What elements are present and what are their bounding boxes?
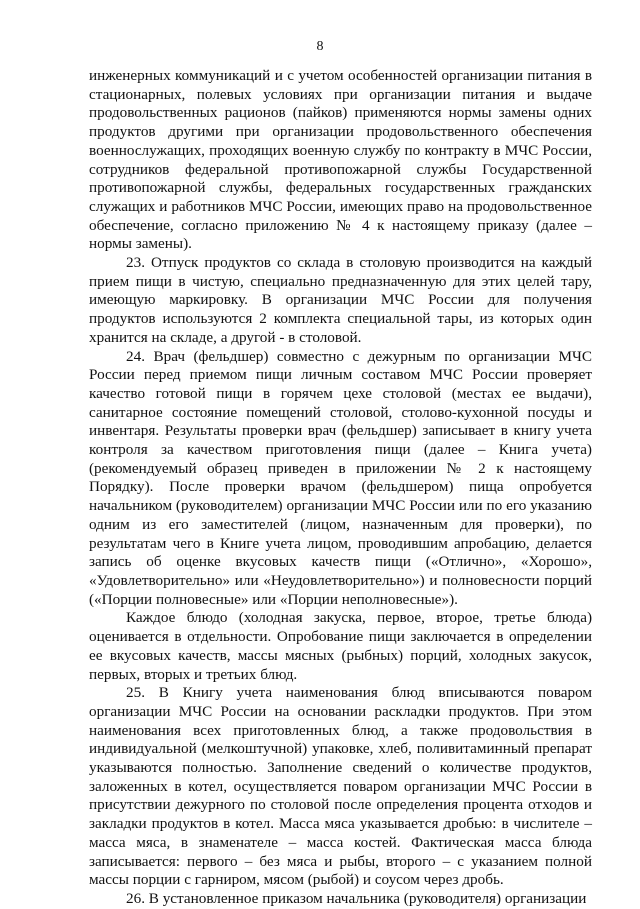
paragraph-26: 26. В установленное приказом начальника (руководителя) организации	[126, 889, 587, 907]
page-number: 8	[316, 39, 324, 54]
paragraph-24: 24. Врач (фельдшер) совместно с дежурным по организации МЧС России перед приемом пищи личным составом МЧС России проверяет качество готовой пищи в горячем цехе столовой (местах ее выдачи), санитарное состояние помещений столовой, столово-кухонной посуды и инвентаря. Результаты проверки врач (фельдшер) записывает в книгу учета контроля за качеством приготовления пищи (далее – Книга учета) (рекомендуемый образец приведен в приложении № 2 к настоящему Порядку). После проверки врачом (фельдшером) пища опробуется начальником (руководителем) организации МЧС России или по его указанию одним из его заместителей (лицом, назначенным для проверки), по результатам чего в Книге учета лицом, проводившим апробацию, делается запись об оценке вкусовых качеств пищи («Отлично», «Хорошо», «Удовлетворительно» или «Неудовлетворительно») и полновесности порций («Порции полновесные» или «Порции неполновесные»).	[89, 347, 592, 608]
paragraph-25: 25. В Книгу учета наименования блюд вписываются поваром организации МЧС России на основании раскладки продуктов. При этом наименования всех приготовленных блюд, а также продовольствия в индивидуальной (мелкоштучной) упаковке, хлеб, поливитаминный препарат указываются полностью. Заполнение сведений о количестве продуктов, заложенных в котел, осуществляется поваром организации МЧС России в присутствии дежурного по столовой после определения процента отходов и закладки продуктов в котел. Масса мяса указывается дробью: в числителе – масса мяса, в знаменателе – масса костей. Фактическая масса блюда записывается: первого – без мяса и рыбы, второго – с указанием полной массы порции с гарниром, мясом (рыбой) и соусом через дробь.	[89, 684, 592, 889]
document-body	[89, 67, 592, 909]
paragraph-continuation: инженерных коммуникаций и с учетом особенностей организации питания в стационарных, полевых условиях при организации питания и выдаче продовольственных рационов (пайков) применяются нормы замены одних продуктов другими при организации продовольственного обеспечения военнослужащих, проходящих военную службу по контракту в МЧС России, сотрудников федеральной противопожарной службы Государственной противопожарной службы, федеральных государственных гражданских служащих и работников МЧС России, имеющих право на продовольственное обеспечение, согласно приложению № 4 к настоящему приказу (далее – нормы замены).	[89, 67, 592, 253]
paragraph-23: 23. Отпуск продуктов со склада в столовую производится на каждый прием пищи в чистую, специально предназначенную для этих целей тару, имеющую маркировку. В организации МЧС России для получения продуктов используются 2 комплекта специальной тары, из которых один хранится на складе, а другой - в столовой.	[89, 254, 592, 346]
paragraph-24-dish-evaluation: Каждое блюдо (холодная закуска, первое, второе, третье блюда) оценивается в отдельности. Опробование пищи заключается в определении ее вкусовых качеств, массы мясных (рыбных) порций, холодных закусок, первых, вторых и третьих блюд.	[89, 609, 592, 683]
